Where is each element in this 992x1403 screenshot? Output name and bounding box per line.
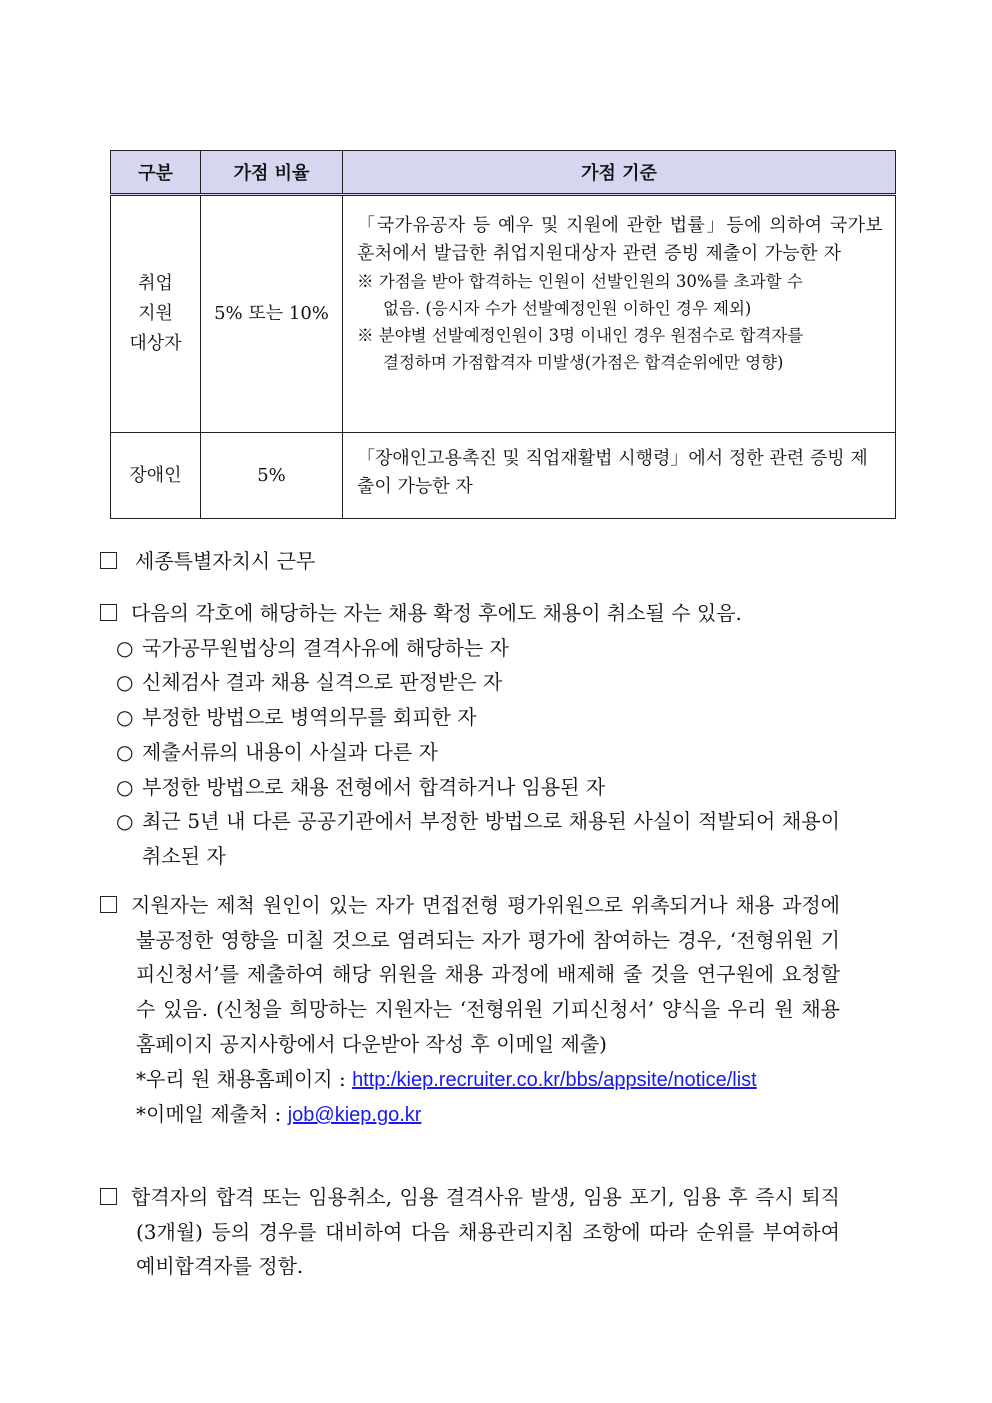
list-item: ○ 국가공무원법상의 결격사유에 해당하는 자	[116, 635, 509, 660]
checkbox-square-icon	[100, 1188, 117, 1205]
email-link[interactable]: job@kiep.go.kr	[287, 1104, 422, 1127]
homepage-link[interactable]: http:/kiep.recruiter.co.kr/bbs/appsite/notice/list	[352, 1068, 757, 1091]
note-mark: ※	[357, 326, 374, 345]
note-mark: ※	[357, 272, 374, 291]
list-item: ○ 신체검사 결과 채용 실격으로 판정받은 자	[116, 670, 503, 695]
table-row	[111, 195, 896, 433]
criteria-cell: 「장애인고용촉진 및 직업재활법 시행령」에서 정한 관련 증빙 제출이 가능한 자	[343, 433, 896, 519]
recusal-paragraph: 지원자는 제척 원인이 있는 자가 면접전형 평가위원으로 위촉되거나 채용 과정에 불공정한 영향을 미칠 것으로 염려되는 자가 평가에 참여하는 경우, ‘전형위원 기피신청서’를 제출하여 해당 위원을 채용 과정에 배제해 줄 것을 연구원에 요청할 수 있음. (신청을 희망하는 지원자는 ‘전형위원 기피신청서’ 양식을 우리 원 채용홈페이지 공지사항에서 다운받아 작성 후 이메일 제출)	[100, 888, 840, 1062]
ratio-cell: 5% 또는 10%	[201, 195, 343, 433]
cancel-section	[100, 596, 840, 874]
category-cell: 취업 지원 대상자	[111, 195, 201, 433]
checkbox-square-icon	[100, 604, 117, 621]
category-cell: 장애인	[111, 433, 201, 519]
reserve-paragraph: 합격자의 합격 또는 임용취소, 임용 결격사유 발생, 임용 포기, 임용 후 즉시 퇴직(3개월) 등의 경우를 대비하여 다음 채용관리지침 조항에 따라 순위를 부여하여 예비합격자를 정함.	[100, 1180, 840, 1284]
header-criteria: 가점 기준	[343, 151, 896, 195]
ratio-cell: 5%	[201, 433, 343, 519]
cancel-title: 다음의 각호에 해당하는 자는 채용 확정 후에도 채용이 취소될 수 있음.	[100, 596, 840, 631]
bonus-points-table	[110, 150, 896, 519]
list-item: ○ 제출서류의 내용이 사실과 다른 자	[116, 739, 438, 764]
criteria-text: 「국가유공자 등 예우 및 지원에 관한 법률」등에 의하여 국가보훈처에서 발급한 취업지원대상자 관련 증빙 제출이 가능한 자	[357, 215, 883, 264]
table-row	[111, 433, 896, 519]
workplace-text: 세종특별자치시 근무	[135, 549, 316, 573]
homepage-line: *우리 원 채용홈페이지 : http:/kiep.recruiter.co.kr/bbs/appsite/notice/list	[136, 1066, 757, 1091]
list-item: ○ 부정한 방법으로 병역의무를 회피한 자	[116, 705, 477, 730]
workplace-section	[100, 544, 840, 579]
checkbox-square-icon	[100, 552, 117, 569]
reserve-section	[100, 1180, 840, 1284]
note: ※ 가점을 받아 합격하는 인원이 선발인원의 30%를 초과할 수 없음. (응시자 수가 선발예정인원 이하인 경우 제외) ※ 분야별 선발예정인원이 3명 이내인 경우 원점수로 합격자를 결정하며 가점합격자 미발생(가점은 합격순위에만 영향)	[357, 272, 804, 372]
table-header-row	[111, 151, 896, 195]
header-category: 구분	[111, 151, 201, 195]
email-line: *이메일 제출처 : job@kiep.go.kr	[136, 1102, 422, 1127]
criteria-cell	[343, 195, 896, 433]
list-item: ○ 부정한 방법으로 채용 전형에서 합격하거나 임용된 자	[116, 774, 606, 799]
header-ratio: 가점 비율	[201, 151, 343, 195]
checkbox-square-icon	[100, 896, 117, 913]
list-item: ○ 최근 5년 내 다른 공공기관에서 부정한 방법으로 채용된 사실이 적발되어 채용이 취소된 자	[116, 809, 840, 868]
recusal-section	[100, 888, 840, 1133]
